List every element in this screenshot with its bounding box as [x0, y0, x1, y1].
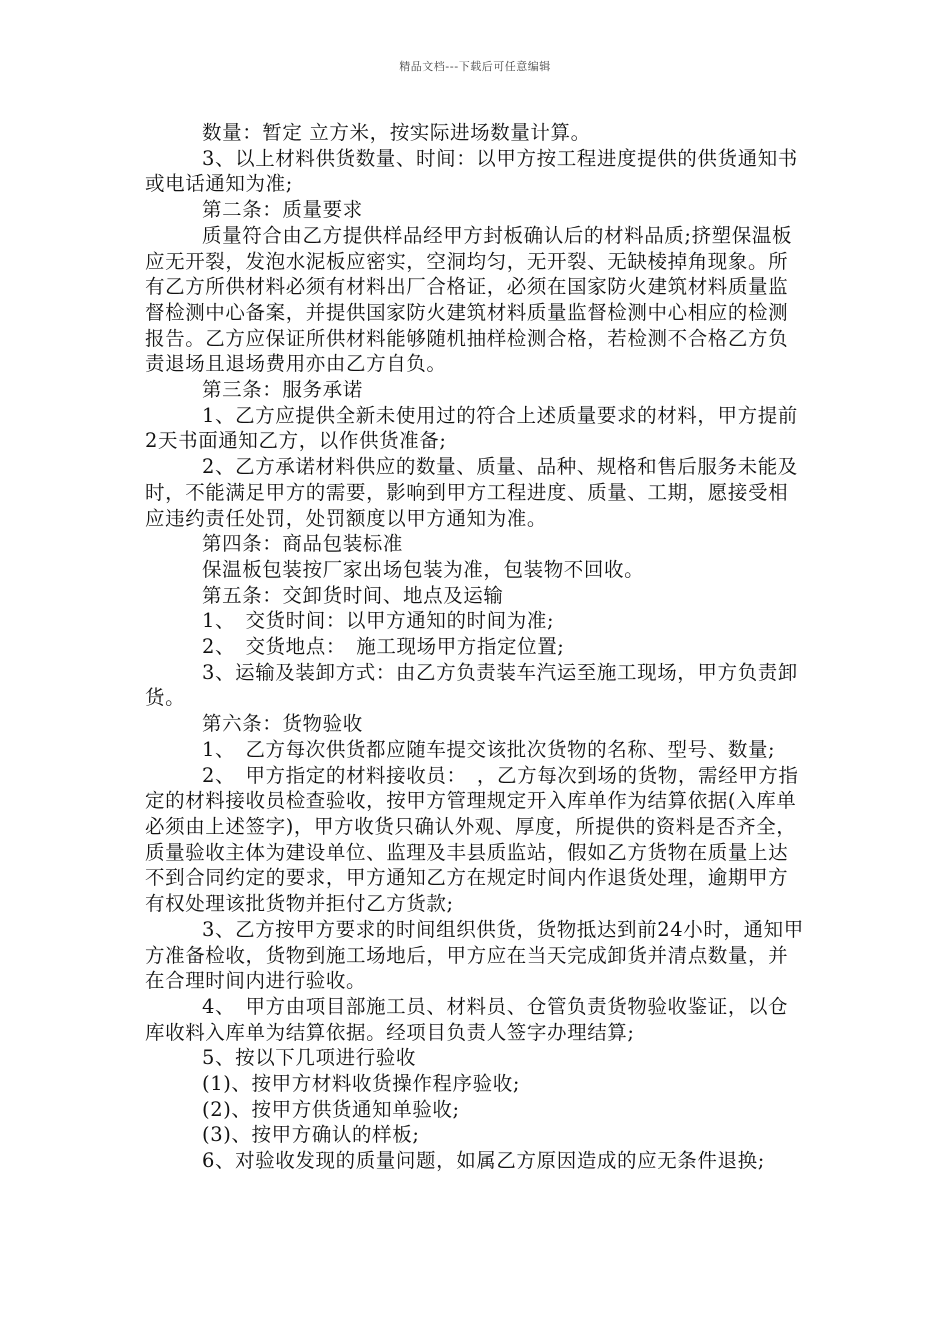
paragraph-acceptance-5-3: (3)、按甲方确认的样板;: [202, 1123, 420, 1147]
paragraph-delivery-location: 2、 交货地点： 施工现场甲方指定位置;: [202, 635, 565, 659]
paragraph-supply-schedule: 3、以上材料供货数量、时间：以甲方按工程进度提供的供货通知书或电话通知为准;: [145, 146, 798, 196]
section-heading-packaging: 第四条：商品包装标准: [202, 532, 404, 556]
document-body: [145, 120, 805, 1174]
paragraph-acceptance-3: 3、乙方按甲方要求的时间组织供货，货物抵达到前24小时，通知甲方准备检收，货物到施工场地后，甲方应在当天完成卸货并清点数量，并在合理时间内进行验收。: [145, 917, 804, 993]
paragraph-service-2: 2、乙方承诺材料供应的数量、质量、品种、规格和售后服务未能及时，不能满足甲方的需要，影响到甲方工程进度、质量、工期，愿接受相应违约责任处罚，处罚额度以甲方通知为准。: [145, 455, 798, 530]
section-heading-acceptance: 第六条：货物验收: [202, 712, 363, 736]
paragraph-acceptance-1: 1、 乙方每次供货都应随车提交该批次货物的名称、型号、数量;: [202, 737, 776, 761]
page-header: 精品文档---下载后可任意编辑: [399, 60, 551, 73]
paragraph-quality-requirements: 质量符合由乙方提供样品经甲方封板确认后的材料品质;挤塑保温板应无开裂，发泡水泥板应密实，空洞均匀，无开裂、无缺棱掉角现象。所有乙方所供材料必须有材料出厂合格证，必须在国家防火建筑材料质量监督检测中心备案，并提供国家防火建筑材料质量监督检测中心相应的检测报告。乙方应保证所供材料能够随机抽样检测合格，若检测不合格乙方负责退场且退场费用亦由乙方自负。: [145, 223, 793, 376]
section-heading-quality: 第二条：质量要求: [202, 198, 363, 222]
paragraph-acceptance-4: 4、 甲方由项目部施工员、材料员、仓管负责货物验收鉴证，以仓库收料入库单为结算依据。经项目负责人签字办理结算;: [145, 994, 789, 1044]
paragraph-delivery-time: 1、 交货时间：以甲方通知的时间为准;: [202, 609, 555, 633]
section-heading-service: 第三条：服务承诺: [202, 378, 363, 402]
section-heading-delivery: 第五条：交卸货时间、地点及运输: [202, 583, 504, 607]
paragraph-acceptance-5: 5、按以下几项进行验收: [202, 1046, 417, 1070]
paragraph-transport: 3、运输及装卸方式：由乙方负责装车汽运至施工现场，甲方负责卸货。: [145, 660, 798, 710]
paragraph-quantity: 数量：暂定 立方米，按实际进场数量计算。: [202, 121, 591, 144]
paragraph-acceptance-6: 6、对验收发现的质量问题，如属乙方原因造成的应无条件退换;: [202, 1149, 765, 1173]
paragraph-acceptance-5-1: (1)、按甲方材料收货操作程序验收;: [202, 1072, 520, 1096]
paragraph-acceptance-2: 2、 甲方指定的材料接收员： ，乙方每次到场的货物，需经甲方指定的材料接收员检查验收，按甲方管理规定开入库单作为结算依据(入库单必须由上述签字)，甲方收货只确认外观、厚度，所提供的资料是否齐全，质量验收主体为建设单位、监理及丰县质监站，假如乙方货物在质量上达不到合同约定的要求，甲方通知乙方在规定时间内作退货处理，逾期甲方有权处理该批货物并拒付乙方货款;: [145, 763, 799, 916]
paragraph-acceptance-5-2: (2)、按甲方供货通知单验收;: [202, 1097, 460, 1121]
paragraph-service-1: 1、乙方应提供全新未使用过的符合上述质量要求的材料，甲方提前2天书面通知乙方，以作供货准备;: [145, 403, 798, 453]
paragraph-packaging: 保温板包装按厂家出场包装为准，包装物不回收。: [202, 557, 645, 581]
